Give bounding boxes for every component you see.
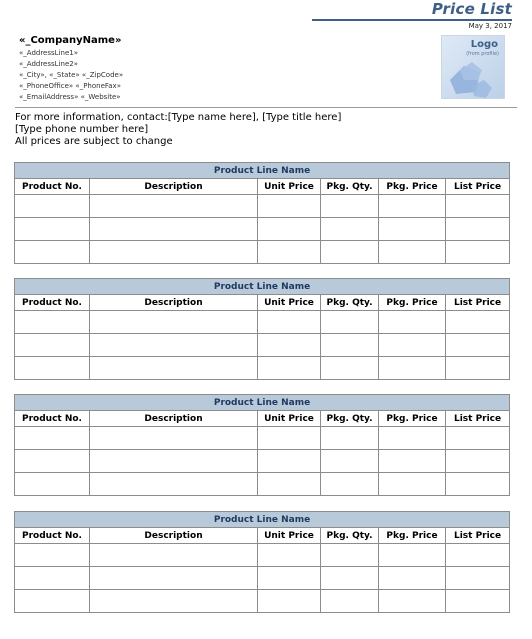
cell[interactable] — [379, 195, 446, 218]
cell[interactable] — [321, 473, 379, 496]
cell[interactable] — [90, 450, 258, 473]
cell[interactable] — [321, 427, 379, 450]
col-list-price: List Price — [446, 411, 510, 427]
cell[interactable] — [446, 241, 510, 264]
cell[interactable] — [258, 195, 321, 218]
cell[interactable] — [321, 357, 379, 380]
product-line-table — [14, 278, 510, 380]
cell[interactable] — [379, 427, 446, 450]
table-row — [15, 427, 510, 450]
cell[interactable] — [379, 450, 446, 473]
page-title: Price List — [431, 0, 512, 18]
cell[interactable] — [258, 334, 321, 357]
cell[interactable] — [90, 311, 258, 334]
document-date: May 3, 2017 — [468, 22, 512, 30]
cell[interactable] — [90, 241, 258, 264]
cell[interactable] — [258, 357, 321, 380]
logo-placeholder — [441, 35, 505, 99]
col-unit-price: Unit Price — [258, 528, 321, 544]
cell[interactable] — [258, 218, 321, 241]
cell[interactable] — [258, 241, 321, 264]
table-row — [15, 195, 510, 218]
table-row — [15, 450, 510, 473]
address-line-2: «_AddressLine2» — [19, 60, 78, 68]
table-row — [15, 311, 510, 334]
cell[interactable] — [379, 473, 446, 496]
table-row — [15, 567, 510, 590]
col-list-price: List Price — [446, 528, 510, 544]
product-line-table — [14, 162, 510, 264]
cell[interactable] — [446, 195, 510, 218]
cell[interactable] — [446, 473, 510, 496]
cell[interactable] — [15, 473, 90, 496]
cell[interactable] — [321, 450, 379, 473]
cell[interactable] — [258, 473, 321, 496]
col-description: Description — [90, 295, 258, 311]
cell[interactable] — [446, 544, 510, 567]
col-pkg-price: Pkg. Price — [379, 528, 446, 544]
col-pkg-qty: Pkg. Qty. — [321, 295, 379, 311]
logo-sublabel: (from profile) — [466, 51, 499, 57]
table-row — [15, 218, 510, 241]
cell[interactable] — [446, 450, 510, 473]
cell[interactable] — [379, 334, 446, 357]
address-email-website: «_EmailAddress» «_Website» — [19, 93, 121, 101]
product-line-table — [14, 511, 510, 613]
cell[interactable] — [321, 241, 379, 264]
table-row — [15, 241, 510, 264]
header-divider — [15, 107, 517, 108]
cell[interactable] — [379, 218, 446, 241]
cell[interactable] — [258, 590, 321, 613]
table-row — [15, 334, 510, 357]
table-row — [15, 473, 510, 496]
cell[interactable] — [258, 450, 321, 473]
cell[interactable] — [446, 334, 510, 357]
logo-label: Logo — [470, 39, 498, 50]
cell[interactable] — [15, 544, 90, 567]
cell[interactable] — [379, 357, 446, 380]
cell[interactable] — [15, 357, 90, 380]
contact-phone: [Type phone number here] — [15, 124, 149, 135]
cell[interactable] — [90, 334, 258, 357]
col-unit-price: Unit Price — [258, 411, 321, 427]
cell[interactable] — [15, 218, 90, 241]
cell[interactable] — [379, 311, 446, 334]
cell[interactable] — [446, 427, 510, 450]
col-pkg-qty: Pkg. Qty. — [321, 411, 379, 427]
cell[interactable] — [15, 450, 90, 473]
cell[interactable] — [379, 544, 446, 567]
address-phones: «_PhoneOffice» «_PhoneFax» — [19, 82, 121, 90]
cell[interactable] — [15, 311, 90, 334]
col-list-price: List Price — [446, 179, 510, 195]
cell[interactable] — [90, 590, 258, 613]
cell[interactable] — [90, 357, 258, 380]
cell[interactable] — [446, 357, 510, 380]
col-pkg-price: Pkg. Price — [379, 411, 446, 427]
cell[interactable] — [379, 590, 446, 613]
table-row — [15, 357, 510, 380]
product-line-name: Product Line Name — [15, 163, 510, 179]
cell[interactable] — [379, 241, 446, 264]
address-line-1: «_AddressLine1» — [19, 49, 78, 57]
cell[interactable] — [446, 590, 510, 613]
col-unit-price: Unit Price — [258, 295, 321, 311]
cell[interactable] — [90, 218, 258, 241]
cell[interactable] — [321, 590, 379, 613]
product-line-name: Product Line Name — [15, 395, 510, 411]
cell[interactable] — [446, 567, 510, 590]
col-product-no: Product No. — [15, 295, 90, 311]
col-unit-price: Unit Price — [258, 179, 321, 195]
contact-info: For more information, contact:[Type name here], [Type title here] — [15, 112, 342, 123]
title-underline — [312, 19, 512, 21]
cell[interactable] — [15, 590, 90, 613]
cell[interactable] — [90, 195, 258, 218]
col-description: Description — [90, 179, 258, 195]
cell[interactable] — [379, 567, 446, 590]
col-pkg-price: Pkg. Price — [379, 179, 446, 195]
cell[interactable] — [446, 311, 510, 334]
cell[interactable] — [15, 427, 90, 450]
col-description: Description — [90, 411, 258, 427]
cell[interactable] — [321, 567, 379, 590]
product-line-table — [14, 394, 510, 496]
cell[interactable] — [258, 311, 321, 334]
cell[interactable] — [321, 334, 379, 357]
col-list-price: List Price — [446, 295, 510, 311]
cell[interactable] — [321, 218, 379, 241]
cell[interactable] — [258, 567, 321, 590]
cell[interactable] — [321, 311, 379, 334]
cell[interactable] — [321, 544, 379, 567]
product-line-name: Product Line Name — [15, 279, 510, 295]
col-description: Description — [90, 528, 258, 544]
cell[interactable] — [446, 218, 510, 241]
cell[interactable] — [90, 544, 258, 567]
table-row — [15, 544, 510, 567]
cell[interactable] — [15, 195, 90, 218]
cell[interactable] — [15, 567, 90, 590]
col-pkg-qty: Pkg. Qty. — [321, 179, 379, 195]
cell[interactable] — [258, 427, 321, 450]
cell[interactable] — [90, 473, 258, 496]
cell[interactable] — [258, 544, 321, 567]
address-city-state-zip: «_City», «_State» «_ZipCode» — [19, 71, 124, 79]
cell[interactable] — [15, 241, 90, 264]
col-product-no: Product No. — [15, 179, 90, 195]
product-line-name: Product Line Name — [15, 512, 510, 528]
cell[interactable] — [90, 427, 258, 450]
table-row — [15, 590, 510, 613]
cell[interactable] — [321, 195, 379, 218]
col-product-no: Product No. — [15, 411, 90, 427]
company-name: «_CompanyName» — [19, 35, 122, 46]
price-disclaimer: All prices are subject to change — [15, 136, 173, 147]
cell[interactable] — [90, 567, 258, 590]
col-pkg-price: Pkg. Price — [379, 295, 446, 311]
cell[interactable] — [15, 334, 90, 357]
col-pkg-qty: Pkg. Qty. — [321, 528, 379, 544]
col-product-no: Product No. — [15, 528, 90, 544]
